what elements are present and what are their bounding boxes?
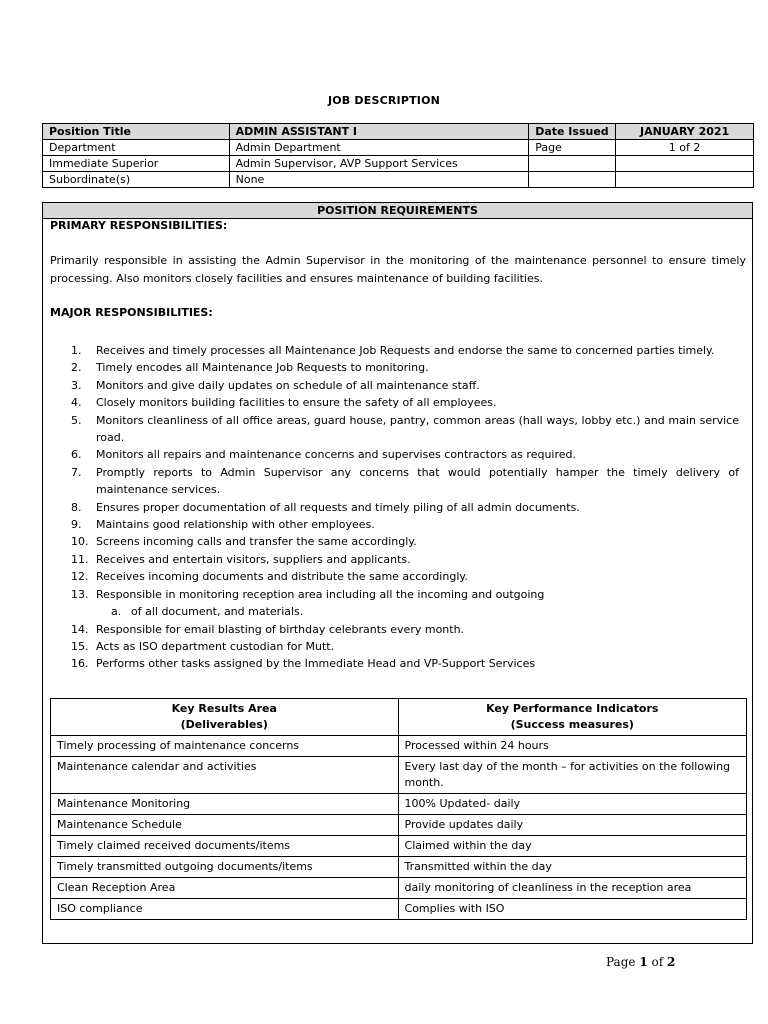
subordinates-value: None [229,172,529,188]
superior-value: Admin Supervisor, AVP Support Services [229,156,529,172]
date-issued-label: Date Issued [529,124,616,140]
primary-responsibilities-text: Primarily responsible in assisting the Admin Supervisor in the monitoring of the maintenance personnel to ensure timely processing. Also monitors closely facilities and ensures maintenance of building facilities. [50,254,746,285]
table-row: Timely claimed received documents/items Claimed within the day [51,836,747,857]
major-responsibilities-heading: MAJOR RESPONSIBILITIES: [50,306,213,319]
position-title-value: ADMIN ASSISTANT I [229,124,529,140]
position-requirements-box [42,202,753,944]
table-row: Maintenance Monitoring 100% Updated- daily [51,794,747,815]
document-title: JOB DESCRIPTION [327,94,441,107]
table-row: ISO compliance Complies with ISO [51,899,747,920]
list-item: 1. Receives and timely processes all Maintenance Job Requests and endorse the same to concerned parties timely. [71,344,715,357]
list-item: 3. Monitors and give daily updates on schedule of all maintenance staff. [71,378,480,392]
position-requirements-heading: POSITION REQUIREMENTS [43,203,752,219]
primary-responsibilities-heading: PRIMARY RESPONSIBILITIES: [50,219,228,232]
date-issued-value: JANUARY 2021 [616,124,754,140]
table-row: Clean Reception Area daily monitoring of cleanliness in the reception area [51,878,747,899]
page-value: 1 of 2 [616,140,754,156]
header-row [43,172,754,188]
kra-header-row [51,699,747,736]
empty-cell [616,156,754,172]
department-value: Admin Department [229,140,529,156]
empty-cell [529,172,616,188]
kra-table [50,698,747,920]
list-item: 5. Monitors cleanliness of all office areas, guard house, pantry, common areas (hall ways, lobby etc.) and main service road. [71,413,739,445]
list-item: 4. Closely monitors building facilities to ensure the safety of all employees. [71,396,497,410]
list-item: 11. Receives and entertain visitors, suppliers and applicants. [71,552,411,566]
list-item: 14. Responsible for email blasting of birthday celebrants every month. [71,622,465,636]
list-item: 13. Responsible in monitoring reception area including all the incoming and outgoing [71,587,545,601]
list-item: 6. Monitors all repairs and maintenance concerns and supervises contractors as required. [71,448,576,462]
list-item: 16. Performs other tasks assigned by the Immediate Head and VP-Support Services [71,657,536,671]
empty-cell [616,172,754,188]
department-label: Department [43,140,230,156]
header-row [43,156,754,172]
header-row [43,124,754,140]
list-item: 2. Timely encodes all Maintenance Job Requests to monitoring. [71,361,429,375]
sub-list-item: a. of all document, and materials. [111,605,304,619]
table-row: Timely processing of maintenance concerns Processed within 24 hours [51,736,747,757]
major-responsibilities-list [43,342,739,673]
kpi-column-header: Key Performance Indicators (Success measures) [398,699,746,736]
table-row: Timely transmitted outgoing documents/items Transmitted within the day [51,857,747,878]
kra-column-header: Key Results Area (Deliverables) [51,699,399,736]
header-table [42,123,754,188]
list-item: 15. Acts as ISO department custodian for Mutt. [71,639,335,653]
list-item: 9. Maintains good relationship with other employees. [71,518,375,532]
list-item: 8. Ensures proper documentation of all requests and timely piling of all admin documents. [71,500,580,514]
table-row: Maintenance calendar and activities Every last day of the month – for activities on the following month. [51,757,747,794]
page-label: Page [529,140,616,156]
list-item: 12. Receives incoming documents and distribute the same accordingly. [71,570,468,584]
header-row [43,140,754,156]
list-item: 7. Promptly reports to Admin Supervisor any concerns that would potentially hamper the timely delivery of maintenance services. [71,465,739,497]
empty-cell [529,156,616,172]
subordinates-label: Subordinate(s) [43,172,230,188]
position-title-label: Position Title [43,124,230,140]
superior-label: Immediate Superior [43,156,230,172]
page-footer: Page 1 of 2 [606,955,676,969]
list-item: 10. Screens incoming calls and transfer the same accordingly. [71,535,417,549]
table-row: Maintenance Schedule Provide updates daily [51,815,747,836]
